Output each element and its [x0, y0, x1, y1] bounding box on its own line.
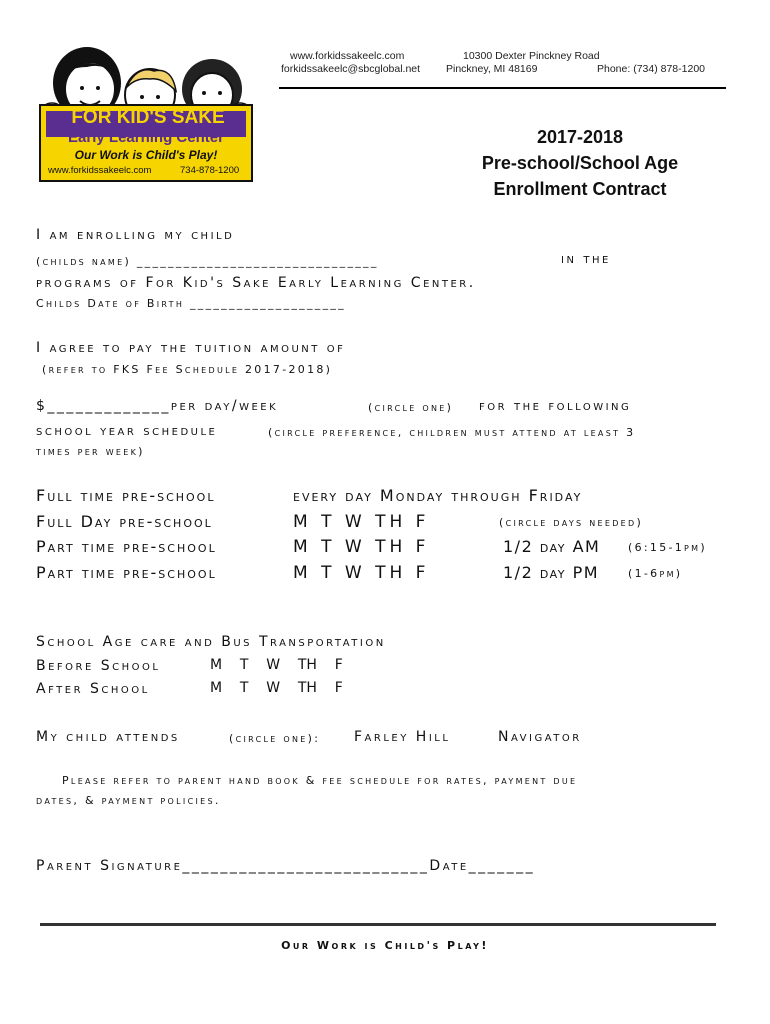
- header-phone: Phone: (734) 878-1200: [597, 63, 705, 75]
- footer-motto: Our Work is Child's Play!: [281, 939, 489, 952]
- title-line2: Pre-school/School Age: [481, 153, 679, 173]
- program-name: Part time pre-school: [36, 537, 217, 556]
- tuition-circle-pref: (circle preference, children must attend at least 3: [268, 426, 636, 439]
- tuition-refer: (refer to FKS Fee Schedule 2017-2018): [42, 363, 333, 376]
- after-school-label: After School: [36, 681, 150, 697]
- program-note: 1/2 day AM: [503, 537, 601, 556]
- notice-line2: dates, & payment policies.: [36, 794, 221, 807]
- school-age-heading: School Age care and Bus Transportation: [36, 634, 386, 650]
- footer-rule: [40, 923, 716, 926]
- title-line3: Enrollment Contract: [493, 179, 667, 199]
- header-city: Pinckney, MI 48169: [446, 63, 538, 75]
- header-address: 10300 Dexter Pinckney Road: [463, 50, 600, 62]
- logo-phone: 734-878-1200: [180, 165, 240, 176]
- attends-label: My child attends: [36, 729, 180, 745]
- program-days[interactable]: M T W TH F: [293, 563, 430, 583]
- attends-navigator[interactable]: Navigator: [498, 729, 582, 745]
- program-note: (circle days needed): [499, 516, 644, 529]
- program-time: (1-6pm): [628, 567, 683, 580]
- after-school-days[interactable]: M T W TH F: [210, 680, 343, 696]
- header-website: www.forkidssakeelc.com: [290, 50, 405, 62]
- program-days: every day Monday through Friday: [293, 486, 583, 505]
- dob-field[interactable]: Childs Date of Birth ____________________: [36, 297, 346, 310]
- tuition-following: for the following: [479, 398, 632, 414]
- before-school-days[interactable]: M T W TH F: [210, 657, 343, 673]
- attends-farley-hill[interactable]: Farley Hill: [354, 729, 451, 745]
- logo-line1: FOR KID'S SAKE: [71, 107, 225, 128]
- tuition-agree: I agree to pay the tuition amount of: [36, 340, 346, 356]
- title-year: 2017-2018: [536, 127, 624, 147]
- tuition-circle-one: (circle one): [368, 401, 454, 414]
- logo: [32, 33, 254, 183]
- signature-field[interactable]: Parent Signature__________________________Date_______: [36, 858, 536, 874]
- logo-line2: Early Learning Center: [68, 129, 224, 146]
- programs-line: programs of For Kid's Sake Early Learning Center.: [36, 275, 476, 291]
- logo-line3: Our Work is Child's Play!: [74, 148, 218, 162]
- program-note: 1/2 day PM: [503, 563, 600, 582]
- logo-web: www.forkidssakeelc.com: [48, 165, 152, 176]
- program-name: Full Day pre-school: [36, 512, 213, 531]
- header-rule: [279, 87, 726, 89]
- program-days[interactable]: M T W TH F: [293, 537, 430, 557]
- program-name: Full time pre-school: [36, 486, 216, 505]
- program-time: (6:15-1pm): [628, 541, 707, 554]
- notice-line1: Please refer to parent hand book & fee schedule for rates, payment due: [62, 774, 578, 787]
- before-school-label: Before School: [36, 658, 161, 674]
- attends-circle-one: (circle one):: [229, 732, 321, 745]
- program-name: Part time pre-school: [36, 563, 217, 582]
- enroll-line1: I am enrolling my child: [36, 227, 235, 243]
- tuition-times: times per week): [36, 445, 145, 458]
- program-days[interactable]: M T W TH F: [293, 512, 430, 532]
- tuition-amount-field[interactable]: $_____________per day/week: [36, 398, 279, 414]
- child-name-field[interactable]: (childs name) _______________________________: [36, 255, 379, 268]
- tuition-schedule: school year schedule: [36, 423, 218, 439]
- header-email: forkidssakeelc@sbcglobal.net: [281, 63, 421, 75]
- in-the-text: in the: [561, 251, 611, 267]
